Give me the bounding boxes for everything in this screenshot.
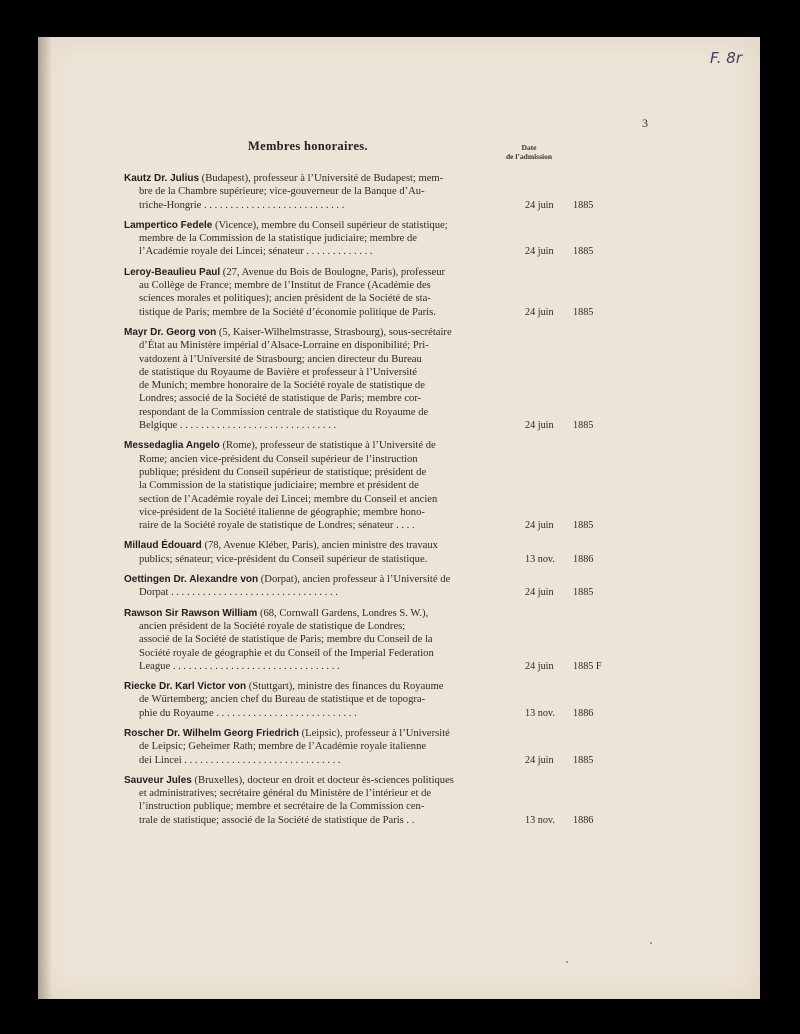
entry-line xyxy=(124,608,560,621)
admission-year: 1885 xyxy=(573,420,594,432)
admission-date: 24 juin xyxy=(525,587,554,599)
member-description: de statistique du Royaume de Bavière et professeur à l’Université xyxy=(139,366,417,378)
member-entry xyxy=(124,326,594,433)
admission-date: 24 juin xyxy=(525,754,554,766)
entry-line xyxy=(124,220,560,233)
member-description: associé de la Société de statistique de Paris; membre du Conseil de la xyxy=(139,634,433,646)
member-name: Roscher Dr. Wilhelm Georg Friedrich xyxy=(124,727,299,739)
entry-line xyxy=(124,494,560,507)
member-description: Belgique . . . . . . . . . . . . . . . . . . . . . . . . . . . . . . xyxy=(139,420,337,432)
admission-year: 1886 xyxy=(573,707,594,719)
member-description: l’Académie royale dei Lincei; sénateur . . . . . . . . . . . . . xyxy=(139,246,373,258)
entry-line xyxy=(124,587,594,600)
member-entry xyxy=(124,440,594,533)
entry-line xyxy=(124,267,560,280)
page-number: 3 xyxy=(642,116,648,130)
member-description: membre de la Commission de la statistique judiciaire; membre de xyxy=(139,233,418,245)
member-description: (Stuttgart), ministre des finances du Royaume xyxy=(248,681,444,693)
member-name: Leroy-Beaulieu Paul xyxy=(124,266,221,278)
admission-date: 13 nov. xyxy=(525,707,555,719)
paper-speck xyxy=(650,942,652,944)
admission-year: 1885 xyxy=(573,520,594,532)
entry-line xyxy=(124,694,560,707)
entry-line xyxy=(124,814,594,828)
member-description: Londres; associé de la Société de statistique de Paris; membre cor- xyxy=(139,393,422,405)
admission-date: 24 juin xyxy=(525,420,554,432)
entry-line xyxy=(124,233,560,246)
entry-line xyxy=(124,420,594,433)
entry-line xyxy=(124,440,560,453)
entry-line xyxy=(124,507,560,520)
member-description: vatdozent à l’Université de Strasbourg; ancien directeur du Bureau xyxy=(139,353,422,365)
entry-line xyxy=(124,574,560,587)
member-description: Dorpat . . . . . . . . . . . . . . . . . . . . . . . . . . . . . . . . xyxy=(139,587,338,599)
member-description: (Vicence), membre du Conseil supérieur de statistique; xyxy=(215,219,448,231)
entry-line xyxy=(124,660,602,674)
member-description: League . . . . . . . . . . . . . . . . . . . . . . . . . . . . . . . . xyxy=(139,660,340,672)
member-description: phie du Royaume . . . . . . . . . . . . . . . . . . . . . . . . . . . xyxy=(139,707,357,719)
member-description: de Würtemberg; ancien chef du Bureau de statistique et de topogra- xyxy=(139,694,426,706)
member-description: dei Lincei . . . . . . . . . . . . . . . . . . . . . . . . . . . . . . xyxy=(139,754,341,766)
member-description: au Collège de France; membre de l’Institut de France (Académie des xyxy=(139,280,431,292)
member-description: (27, Avenue du Bois de Boulogne, Paris), professeur xyxy=(222,266,446,278)
member-entry xyxy=(124,574,594,601)
member-entry xyxy=(124,540,594,567)
entry-line xyxy=(124,199,594,213)
entry-line xyxy=(124,367,560,380)
member-description: raire de la Société royale de statistique de Londres; sénateur . . . . xyxy=(139,520,415,532)
admission-year: 1885 xyxy=(573,587,594,599)
member-name: Millaud Édouard xyxy=(124,540,202,552)
member-list xyxy=(124,173,602,835)
admission-year: 1886 xyxy=(573,553,594,565)
member-name: Lampertico Fedele xyxy=(124,219,213,231)
entry-line xyxy=(124,480,560,493)
entry-line xyxy=(124,681,560,694)
paper-speck xyxy=(566,961,568,963)
member-entry xyxy=(124,607,602,674)
member-description: bre de la Chambre supérieure; vice-gouverneur de la Banque d’Au- xyxy=(139,186,425,198)
entry-line xyxy=(124,407,560,420)
member-description: (5, Kaiser-Wilhelmstrasse, Strasbourg), sous-secrétaire xyxy=(218,326,452,338)
member-description: de Leipsic; Geheimer Rath; membre de l’Académie royale italienne xyxy=(139,741,427,753)
page-edge-shadow xyxy=(38,37,52,999)
admission-date: 24 juin xyxy=(525,660,554,672)
entry-line xyxy=(124,306,594,320)
member-name: Kautz Dr. Julius xyxy=(124,173,200,184)
entry-line xyxy=(124,728,560,741)
member-name: Riecke Dr. Karl Victor von xyxy=(124,681,247,693)
admission-date: 24 juin xyxy=(525,520,554,532)
entry-line xyxy=(124,173,560,186)
admission-year: 1885 xyxy=(573,754,594,766)
member-entry xyxy=(124,774,594,828)
member-description: la Commission de la statistique judiciaire; membre et président de xyxy=(139,480,419,492)
member-name: Sauveur Jules xyxy=(124,774,192,786)
entry-line xyxy=(124,340,560,353)
member-name: Mayr Dr. Georg von xyxy=(124,326,217,338)
entry-line xyxy=(124,280,560,293)
document-page xyxy=(38,37,760,999)
member-entry xyxy=(124,681,594,721)
member-name: Messedaglia Angelo xyxy=(124,440,220,452)
admission-date: 24 juin xyxy=(525,199,554,211)
member-description: sciences morales et politiques); ancien président de la Société de sta- xyxy=(139,293,431,305)
admission-year: 1885 xyxy=(573,306,594,318)
entry-line xyxy=(124,380,560,393)
admission-year: 1885 xyxy=(573,246,594,258)
admission-date: 24 juin xyxy=(525,246,554,258)
member-entry xyxy=(124,727,594,768)
entry-line xyxy=(124,553,594,567)
member-description: (Bruxelles), docteur en droit et docteur ès-sciences politiques xyxy=(194,774,454,786)
member-description: (Leipsic), professeur à l’Université xyxy=(301,727,450,739)
member-description: (78, Avenue Kléber, Paris), ancien ministre des travaux xyxy=(204,540,438,552)
entry-line xyxy=(124,775,560,788)
entry-line xyxy=(124,540,560,553)
member-description: respondant de la Commission centrale de statistique du Royaume de xyxy=(139,406,429,418)
member-description: (68, Cornwall Gardens, Londres S. W.), xyxy=(259,607,429,619)
member-entry xyxy=(124,266,594,320)
admission-year: 1885 F xyxy=(573,660,602,672)
date-label: Date xyxy=(521,143,537,152)
member-description: (Budapest), professeur à l’Université de Budapest; mem- xyxy=(201,173,444,184)
entry-line xyxy=(124,246,594,259)
entry-line xyxy=(124,327,560,340)
section-title: Membres honoraires. xyxy=(248,139,368,153)
admission-year: 1886 xyxy=(573,814,594,826)
entry-line xyxy=(124,520,594,533)
member-description: vice-président de la Société italienne de géographie; membre hono- xyxy=(139,506,425,518)
entry-line xyxy=(124,393,560,406)
entry-line xyxy=(124,788,560,801)
member-description: d’État au Ministère impérial d’Alsace-Lorraine en disponibilité; Pri- xyxy=(139,340,429,352)
entry-line xyxy=(124,707,594,721)
admission-year: 1885 xyxy=(573,199,594,211)
member-description: publique; président du Conseil supérieur de statistique; président de xyxy=(139,466,427,478)
member-description: triche-Hongrie . . . . . . . . . . . . . . . . . . . . . . . . . . . xyxy=(139,199,345,211)
entry-line xyxy=(124,186,560,199)
member-description: trale de statistique; associé de la Société de statistique de Paris . . xyxy=(139,814,415,826)
member-description: tistique de Paris; membre de la Société d’économie politique de Paris. xyxy=(139,306,436,318)
entry-line xyxy=(124,754,594,768)
member-description: l’instruction publique; membre et secrétaire de la Commission cen- xyxy=(139,801,425,813)
member-description: de Munich; membre honoraire de la Société royale de statistique de xyxy=(139,380,425,392)
member-description: et administratives; secrétaire général du Ministère de l’intérieur et de xyxy=(139,788,432,800)
admission-date: 13 nov. xyxy=(525,553,555,565)
entry-line xyxy=(124,634,560,647)
handwritten-annotation: F. 8r xyxy=(710,49,742,67)
member-description: publics; sénateur; vice-président du Conseil supérieur de statistique. xyxy=(139,553,428,565)
admission-label: de l’admission xyxy=(505,152,553,161)
date-column-header xyxy=(494,143,564,161)
entry-line xyxy=(124,741,560,754)
member-name: Rawson Sir Rawson William xyxy=(124,607,258,619)
member-description: (Rome), professeur de statistique à l’Université de xyxy=(222,440,436,452)
entry-line xyxy=(124,454,560,467)
member-description: (Dorpat), ancien professeur à l’Université de xyxy=(260,574,451,586)
entry-line xyxy=(124,293,560,306)
admission-date: 24 juin xyxy=(525,306,554,318)
entry-line xyxy=(124,648,560,661)
entry-line xyxy=(124,354,560,367)
member-description: section de l’Académie royale dei Lincei; membre du Conseil et ancien xyxy=(139,493,438,505)
member-description: Société royale de géographie et du Conseil of the Imperial Federation xyxy=(139,647,434,659)
admission-date: 13 nov. xyxy=(525,814,555,826)
entry-line xyxy=(124,801,560,814)
entry-line xyxy=(124,621,560,634)
member-entry xyxy=(124,219,594,260)
member-entry xyxy=(124,173,594,213)
member-description: ancien président de la Société royale de statistique de Londres; xyxy=(139,620,406,632)
entry-line xyxy=(124,467,560,480)
member-name: Oettingen Dr. Alexandre von xyxy=(124,574,259,586)
member-description: Rome; ancien vice-président du Conseil supérieur de l’instruction xyxy=(139,453,418,465)
